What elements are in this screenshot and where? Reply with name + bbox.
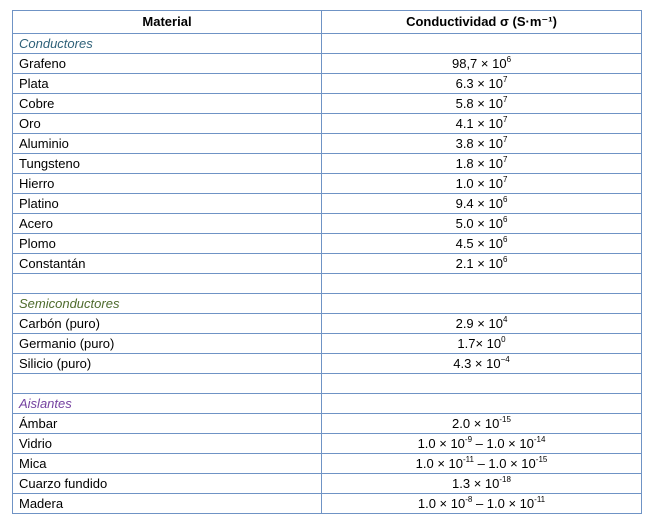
table-row	[13, 494, 642, 514]
section-title: Aislantes	[13, 394, 322, 414]
material-cell: Madera	[13, 494, 322, 514]
material-cell: Constantán	[13, 254, 322, 274]
material-cell: Plata	[13, 74, 322, 94]
material-cell: Germanio (puro)	[13, 334, 322, 354]
material-cell: Plomo	[13, 234, 322, 254]
table-row	[13, 74, 642, 94]
table-row	[13, 54, 642, 74]
material-cell: Grafeno	[13, 54, 322, 74]
spacer-row	[13, 374, 642, 394]
table-row	[13, 94, 642, 114]
conductivity-cell: $1.0 \times 10^{-9} - 1.0 \times 10^{-14}$	[322, 434, 642, 454]
table-row	[13, 134, 642, 154]
material-cell: Acero	[13, 214, 322, 234]
conductivity-cell: $4.3 \times 10^{-4}$	[322, 354, 642, 374]
conductivity-cell: $1.0 \times 10^{-11} - 1.0 \times 10^{-15}$	[322, 454, 642, 474]
conductivity-cell: $2.0 \times 10^{-15}$	[322, 414, 642, 434]
conductivity-cell: $4.5 \times 10^6$	[322, 234, 642, 254]
conductivity-cell: $4.1 \times 10^7$	[322, 114, 642, 134]
table-row	[13, 174, 642, 194]
material-cell: Carbón (puro)	[13, 314, 322, 334]
conductivity-cell: $2.1 \times 10^6$	[322, 254, 642, 274]
section-empty-cell	[322, 394, 642, 414]
section-empty-cell	[322, 34, 642, 54]
header-row	[13, 11, 642, 34]
table-row	[13, 254, 642, 274]
material-header: Material	[13, 11, 322, 34]
material-cell: Aluminio	[13, 134, 322, 154]
conductivity-table	[12, 10, 642, 514]
conductivity-cell: $1.8 \times 10^7$	[322, 154, 642, 174]
table-row	[13, 414, 642, 434]
table-row	[13, 354, 642, 374]
table-row	[13, 434, 642, 454]
table-row	[13, 454, 642, 474]
material-cell: Ámbar	[13, 414, 322, 434]
material-cell: Vidrio	[13, 434, 322, 454]
conductivity-cell: $3.8 \times 10^7$	[322, 134, 642, 154]
spacer-cell	[322, 274, 642, 294]
conductivity-cell: $98,7 \times 10^6$	[322, 54, 642, 74]
material-cell: Silicio (puro)	[13, 354, 322, 374]
conductivity-cell: $5.8 \times 10^7$	[322, 94, 642, 114]
section-title: Conductores	[13, 34, 322, 54]
section-row	[13, 34, 642, 54]
table-row	[13, 154, 642, 174]
conductivity-header: Conductividad σ (S·m⁻¹)	[322, 11, 642, 34]
table-row	[13, 214, 642, 234]
conductivity-cell: $2.9 \times 10^4$	[322, 314, 642, 334]
spacer-cell	[13, 374, 322, 394]
material-cell: Cuarzo fundido	[13, 474, 322, 494]
spacer-cell	[322, 374, 642, 394]
material-cell: Tungsteno	[13, 154, 322, 174]
conductivity-cell: $1.7\times 10^0$	[322, 334, 642, 354]
section-row	[13, 394, 642, 414]
table-row	[13, 314, 642, 334]
table-row	[13, 474, 642, 494]
conductivity-cell: $1.3 \times 10^{-18}$	[322, 474, 642, 494]
section-empty-cell	[322, 294, 642, 314]
conductivity-cell: $1.0 \times 10^7$	[322, 174, 642, 194]
material-cell: Hierro	[13, 174, 322, 194]
section-title: Semiconductores	[13, 294, 322, 314]
table-row	[13, 194, 642, 214]
spacer-cell	[13, 274, 322, 294]
table-row	[13, 114, 642, 134]
section-row	[13, 294, 642, 314]
conductivity-cell: $1.0 \times 10^{-8} - 1.0 \times 10^{-11}$	[322, 494, 642, 514]
material-cell: Platino	[13, 194, 322, 214]
table-body	[13, 34, 642, 514]
spacer-row	[13, 274, 642, 294]
material-cell: Oro	[13, 114, 322, 134]
conductivity-cell: $6.3 \times 10^7$	[322, 74, 642, 94]
table-row	[13, 334, 642, 354]
material-cell: Mica	[13, 454, 322, 474]
conductivity-cell: $9.4 \times 10^6$	[322, 194, 642, 214]
table-row	[13, 234, 642, 254]
conductivity-cell: $5.0 \times 10^6$	[322, 214, 642, 234]
material-cell: Cobre	[13, 94, 322, 114]
